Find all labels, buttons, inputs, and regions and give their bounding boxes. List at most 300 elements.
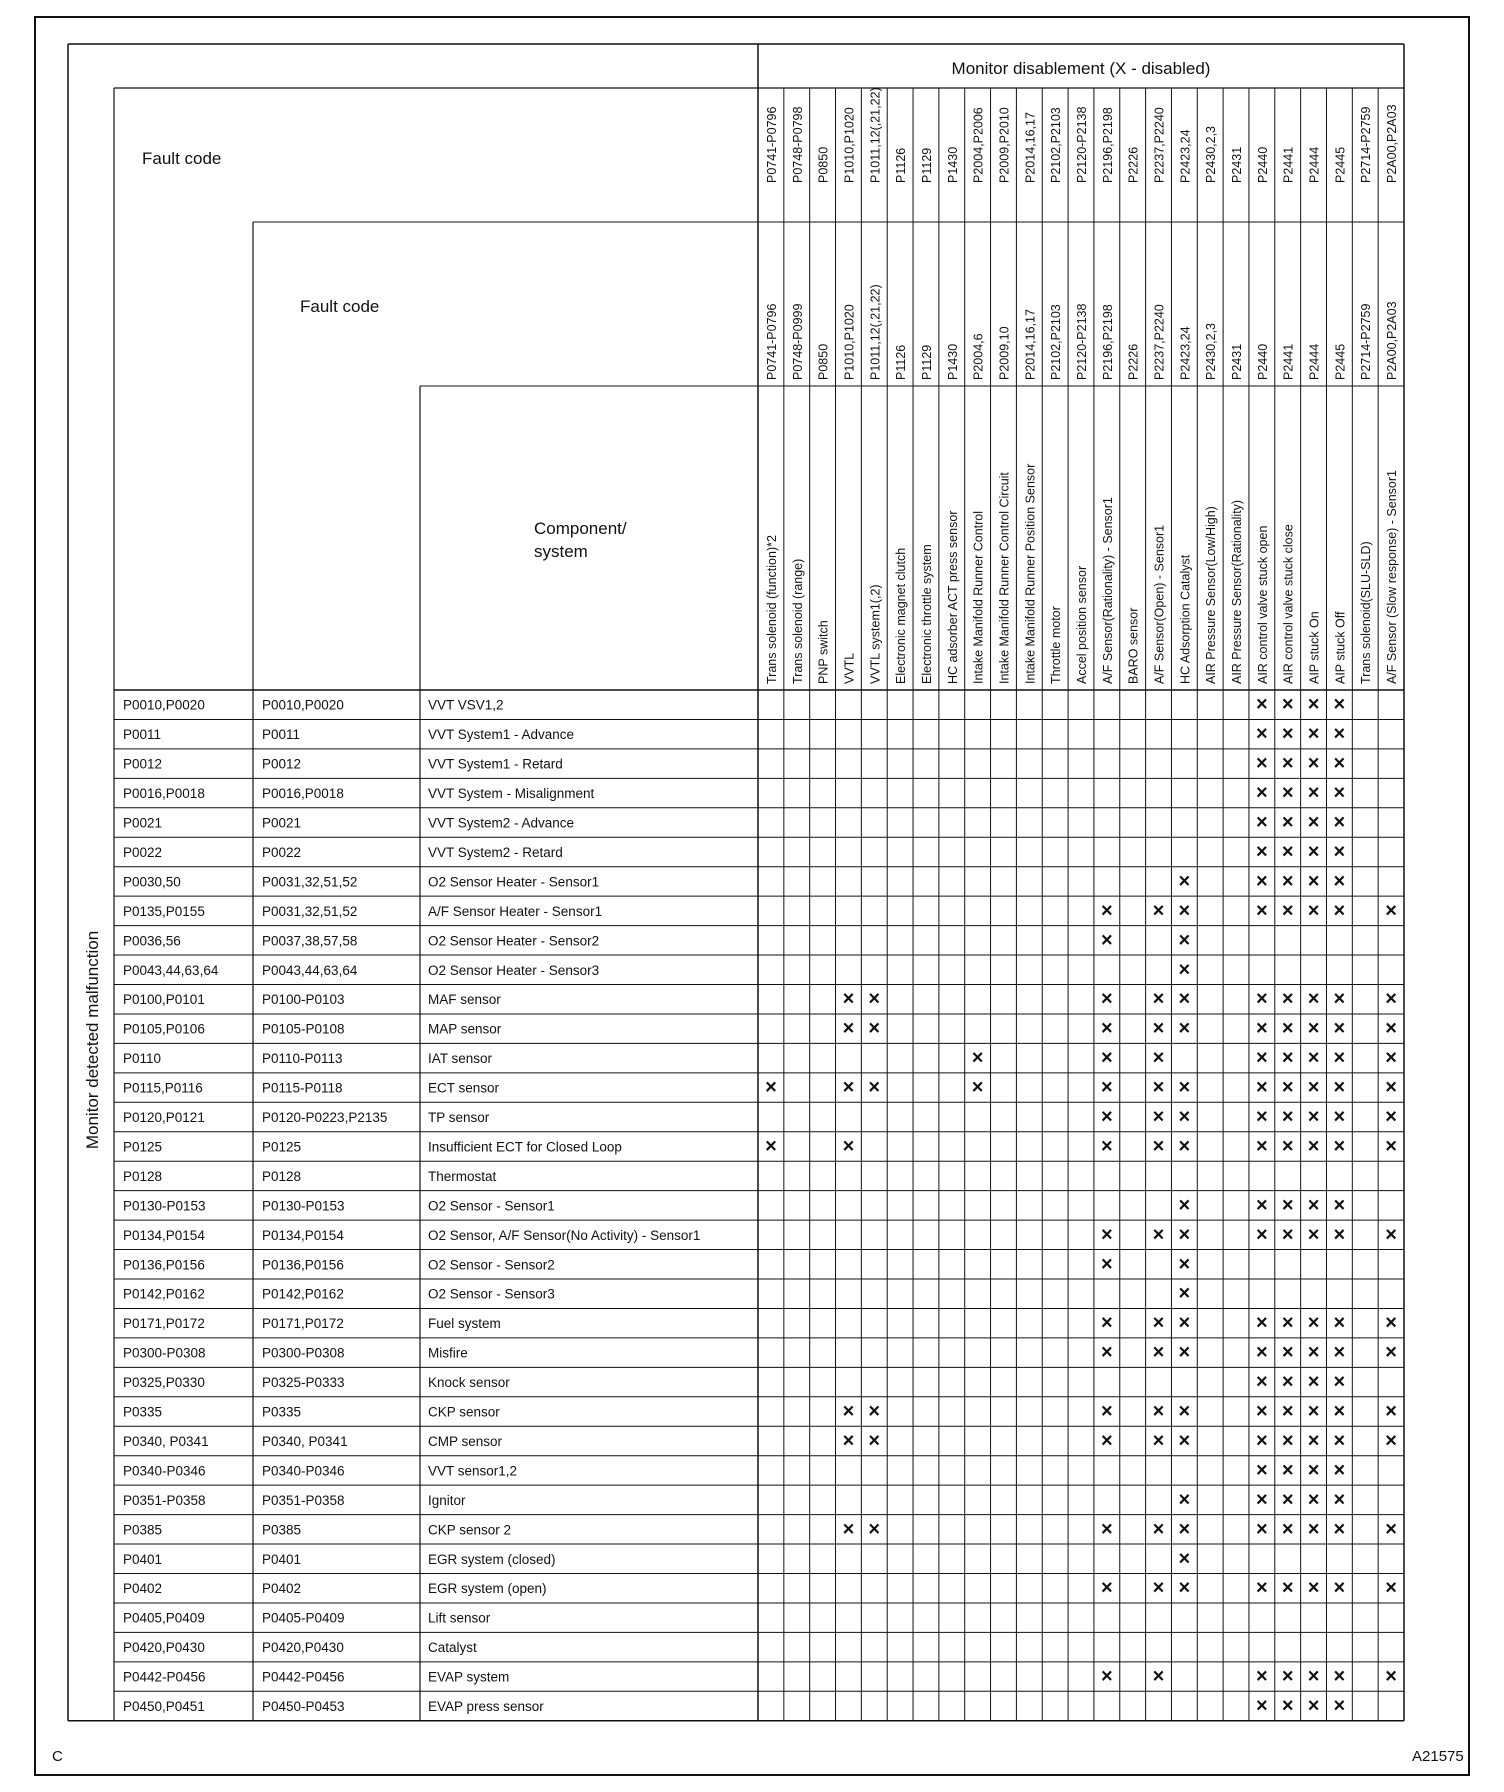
disabled-mark: ×	[1307, 1371, 1320, 1394]
footer-right-code: A21575	[1412, 1748, 1464, 1765]
disabled-mark: ×	[1100, 1400, 1113, 1423]
disabled-mark: ×	[1307, 1223, 1320, 1246]
monitor-code-top: P2431	[1230, 146, 1245, 183]
row-fault-code: P0351-P0358	[262, 1492, 345, 1508]
monitor-component-name: AIR Pressure Sensor(Rationality)	[1230, 499, 1245, 684]
row-fault-code-detected: P0402	[123, 1581, 163, 1597]
disabled-mark: ×	[1256, 1665, 1268, 1688]
disabled-mark: ×	[1152, 1017, 1165, 1040]
row-fault-code: P0130-P0153	[262, 1198, 345, 1214]
disabled-mark: ×	[1281, 1076, 1294, 1099]
monitor-code-top: P2714-P2759	[1359, 106, 1374, 183]
monitor-code-top: P1126	[894, 147, 909, 183]
disabled-mark: ×	[1307, 1577, 1320, 1600]
disabled-mark: ×	[842, 1400, 855, 1423]
disabled-mark: ×	[1333, 693, 1346, 716]
row-fault-code-detected: P0385	[123, 1522, 163, 1538]
disabled-mark: ×	[1385, 1047, 1397, 1070]
fault-code-header-outer: Fault code	[142, 149, 222, 168]
row-fault-code: P0022	[262, 844, 302, 860]
disabled-mark: ×	[1281, 1106, 1294, 1129]
monitor-code-mid: P1010,P1020	[842, 304, 857, 380]
disabled-mark: ×	[1333, 899, 1346, 922]
disabled-mark: ×	[1100, 1106, 1113, 1129]
row-fault-code-detected: P0136,P0156	[123, 1257, 205, 1273]
monitor-code-mid: P2A00,P2A03	[1385, 301, 1400, 380]
disabled-mark: ×	[1281, 693, 1294, 716]
disabled-mark: ×	[1178, 1547, 1191, 1570]
monitor-code-mid: P2014,16,17	[1023, 309, 1038, 380]
disabled-mark: ×	[1281, 782, 1294, 805]
row-fault-code-detected: P0128	[123, 1168, 163, 1184]
disabled-mark: ×	[1256, 1429, 1268, 1452]
disabled-mark: ×	[1307, 752, 1320, 775]
disabled-mark: ×	[1281, 1459, 1294, 1482]
disabled-mark: ×	[868, 1400, 881, 1423]
disabled-mark: ×	[1307, 1194, 1320, 1217]
disabled-mark: ×	[1152, 1665, 1165, 1688]
row-fault-code: P0405-P0409	[262, 1610, 345, 1626]
disabled-mark: ×	[1281, 988, 1294, 1011]
monitor-code-mid: P0850	[816, 343, 831, 380]
disabled-mark: ×	[1256, 1312, 1268, 1335]
row-fault-code: P0300-P0308	[262, 1345, 345, 1361]
monitor-code-mid: P2120-P2138	[1075, 303, 1089, 380]
disabled-mark: ×	[1333, 1341, 1346, 1364]
monitor-component-name: Electronic throttle system	[919, 544, 934, 684]
row-fault-code: P0450-P0453	[262, 1699, 345, 1715]
disabled-mark: ×	[1281, 1017, 1294, 1040]
row-fault-code-detected: P0142,P0162	[123, 1286, 205, 1302]
disabled-mark: ×	[1333, 782, 1346, 805]
row-fault-code: P0120-P0223,P2135	[262, 1110, 388, 1126]
disabled-mark: ×	[1333, 988, 1346, 1011]
row-fault-code: P0031,32,51,52	[262, 903, 358, 919]
disabled-mark: ×	[1281, 840, 1294, 863]
monitor-code-top: P0741-P0796	[764, 106, 779, 183]
monitor-code-top: P2120-P2138	[1075, 106, 1089, 183]
row-fault-code-detected: P0442-P0456	[123, 1669, 206, 1685]
disabled-mark: ×	[1281, 752, 1294, 775]
disabled-mark: ×	[1307, 988, 1320, 1011]
monitor-code-mid: P0741-P0796	[764, 303, 779, 380]
row-fault-code-detected: P0325,P0330	[123, 1375, 205, 1391]
monitor-disablement-title: Monitor disablement (X - disabled)	[951, 59, 1211, 78]
disabled-mark: ×	[1307, 782, 1320, 805]
row-fault-code: P0442-P0456	[262, 1669, 345, 1685]
disabled-mark: ×	[1333, 1488, 1346, 1511]
disabled-mark: ×	[1281, 1577, 1294, 1600]
disabled-mark: ×	[1333, 1577, 1346, 1600]
disabled-mark: ×	[1256, 988, 1268, 1011]
disabled-mark: ×	[1256, 1047, 1268, 1070]
disabled-mark: ×	[1100, 1223, 1113, 1246]
disabled-mark: ×	[1281, 723, 1294, 746]
disabled-mark: ×	[1307, 811, 1320, 834]
disabled-mark: ×	[1333, 1518, 1346, 1541]
monitor-code-top: P2237,P2240	[1152, 107, 1167, 183]
disabled-mark: ×	[1385, 1106, 1397, 1129]
disabled-mark: ×	[1281, 1371, 1294, 1394]
disabled-mark: ×	[1385, 1017, 1397, 1040]
disabled-mark: ×	[1281, 1665, 1294, 1688]
monitor-component-name: Intake Manifold Runner Control	[971, 510, 986, 684]
row-fault-code-detected: P0043,44,63,64	[123, 962, 219, 978]
disabled-mark: ×	[1256, 1488, 1268, 1511]
monitor-code-mid: P1126	[894, 344, 909, 380]
row-component-system: CKP sensor 2	[428, 1522, 512, 1538]
disabled-mark: ×	[1281, 1400, 1294, 1423]
row-fault-code: P0031,32,51,52	[262, 874, 358, 890]
row-component-system: Catalyst	[428, 1640, 477, 1656]
disabled-mark: ×	[1385, 1341, 1397, 1364]
disabled-mark: ×	[1281, 1341, 1294, 1364]
monitor-component-name: PNP switch	[816, 620, 831, 684]
disabled-mark: ×	[1333, 1459, 1346, 1482]
disabled-mark: ×	[1100, 1312, 1113, 1335]
row-fault-code: P0385	[262, 1522, 302, 1538]
disabled-mark: ×	[1178, 1253, 1191, 1276]
disabled-mark: ×	[1100, 1665, 1113, 1688]
disabled-mark: ×	[1333, 1017, 1346, 1040]
monitor-code-mid: P1011,12(,21,22)	[868, 284, 883, 380]
disabled-mark: ×	[1152, 1577, 1165, 1600]
row-fault-code: P0100-P0103	[262, 992, 345, 1008]
disabled-mark: ×	[1281, 1518, 1294, 1541]
monitor-code-top: P1010,P1020	[842, 107, 857, 183]
disabled-mark: ×	[1100, 1076, 1113, 1099]
disabled-mark: ×	[1178, 1076, 1191, 1099]
monitor-code-mid: P2423,24	[1178, 326, 1193, 380]
disabled-mark: ×	[1333, 811, 1346, 834]
monitor-detected-side-label: Monitor detected malfunction	[83, 930, 102, 1150]
disabled-mark: ×	[1178, 1223, 1191, 1246]
row-fault-code: P0021	[262, 815, 302, 831]
row-fault-code-detected: P0351-P0358	[123, 1492, 206, 1508]
disabled-mark: ×	[842, 1017, 855, 1040]
row-component-system: O2 Sensor - Sensor2	[428, 1257, 555, 1273]
disabled-mark: ×	[1178, 1106, 1191, 1129]
disabled-mark: ×	[1385, 1429, 1397, 1452]
row-component-system: VVT System2 - Retard	[428, 844, 563, 860]
disabled-mark: ×	[1256, 1017, 1268, 1040]
row-fault-code-detected: P0340-P0346	[123, 1463, 206, 1479]
disabled-mark: ×	[1385, 899, 1397, 922]
disabled-mark: ×	[1307, 1047, 1320, 1070]
disabled-mark: ×	[1281, 1047, 1294, 1070]
disabled-mark: ×	[1152, 1047, 1165, 1070]
row-fault-code-detected: P0021	[123, 815, 163, 831]
disabled-mark: ×	[1307, 1135, 1320, 1158]
disabled-mark: ×	[1333, 1695, 1346, 1718]
monitor-code-mid: P2237,P2240	[1152, 304, 1167, 380]
disabled-mark: ×	[842, 1429, 855, 1452]
row-fault-code: P0340-P0346	[262, 1463, 345, 1479]
disabled-mark: ×	[842, 988, 855, 1011]
row-fault-code-detected: P0300-P0308	[123, 1345, 206, 1361]
disabled-mark: ×	[1152, 1106, 1165, 1129]
disabled-mark: ×	[1307, 1518, 1320, 1541]
monitor-code-mid: P2430,2,3	[1204, 323, 1219, 380]
disabled-mark: ×	[868, 988, 881, 1011]
row-component-system: O2 Sensor Heater - Sensor1	[428, 874, 600, 890]
row-component-system: MAP sensor	[428, 1021, 502, 1037]
disabled-mark: ×	[1256, 1135, 1268, 1158]
disabled-mark: ×	[1256, 1400, 1268, 1423]
monitor-component-name: Intake Manifold Runner Position Sensor	[1023, 463, 1038, 684]
row-component-system: CKP sensor	[428, 1404, 500, 1420]
disabled-mark: ×	[1178, 929, 1191, 952]
monitor-component-name: A/F Sensor (Slow response) - Sensor1	[1385, 470, 1400, 684]
disabled-mark: ×	[1178, 899, 1191, 922]
monitor-code-top: P2004,P2006	[971, 107, 986, 183]
disabled-mark: ×	[1256, 1194, 1268, 1217]
monitor-code-mid: P2445	[1333, 343, 1348, 380]
disabled-mark: ×	[1281, 1135, 1294, 1158]
monitor-code-mid: P2444	[1307, 343, 1322, 380]
monitor-component-name: AIP stuck On	[1307, 611, 1322, 684]
row-fault-code-detected: P0130-P0153	[123, 1198, 206, 1214]
disabled-mark: ×	[1333, 840, 1346, 863]
monitor-component-name: Electronic magnet clutch	[894, 547, 909, 684]
monitor-code-mid: P2196,P2198	[1100, 304, 1115, 380]
monitor-component-name: A/F Sensor(Open) - Sensor1	[1152, 524, 1167, 684]
disabled-mark: ×	[1256, 1518, 1268, 1541]
monitor-component-name: Accel position sensor	[1075, 565, 1089, 684]
monitor-code-top: P1430	[945, 146, 960, 183]
monitor-component-name: Intake Manifold Runner Control Circuit	[997, 472, 1012, 684]
row-component-system: VVT System - Misalignment	[428, 786, 595, 802]
disabled-mark: ×	[1333, 870, 1346, 893]
disabled-mark: ×	[868, 1518, 881, 1541]
row-fault-code-detected: P0030,50	[123, 874, 181, 890]
disabled-mark: ×	[1385, 1665, 1397, 1688]
row-fault-code: P0142,P0162	[262, 1286, 344, 1302]
row-fault-code: P0171,P0172	[262, 1316, 344, 1332]
monitor-code-mid: P2441	[1281, 343, 1296, 380]
row-component-system: EGR system (open)	[428, 1581, 547, 1597]
row-fault-code: P0325-P0333	[262, 1375, 345, 1391]
monitor-component-name: A/F Sensor(Rationality) - Sensor1	[1100, 497, 1115, 684]
monitor-component-name: AIP stuck Off	[1333, 611, 1348, 684]
disabled-mark: ×	[1178, 1400, 1191, 1423]
disabled-mark: ×	[842, 1076, 855, 1099]
monitor-code-mid: P2004,6	[971, 333, 986, 380]
disabled-mark: ×	[1385, 1577, 1397, 1600]
monitor-component-name: AIR control valve stuck open	[1255, 525, 1270, 684]
row-fault-code-detected: P0134,P0154	[123, 1227, 205, 1243]
disabled-mark: ×	[1256, 870, 1268, 893]
disabled-mark: ×	[1281, 899, 1294, 922]
row-fault-code: P0125	[262, 1139, 302, 1155]
disabled-mark: ×	[1385, 1076, 1397, 1099]
disabled-mark: ×	[1178, 870, 1191, 893]
row-fault-code-detected: P0401	[123, 1551, 163, 1567]
disabled-mark: ×	[1100, 1017, 1113, 1040]
disabled-mark: ×	[1307, 1312, 1320, 1335]
monitor-code-mid: P0748-P0999	[790, 303, 805, 380]
disabled-mark: ×	[1333, 1135, 1346, 1158]
disabled-mark: ×	[1256, 1577, 1268, 1600]
disabled-mark: ×	[1333, 1665, 1346, 1688]
monitor-component-name: AIR Pressure Sensor(Low/High)	[1204, 506, 1219, 684]
disabled-mark: ×	[1307, 1695, 1320, 1718]
disabled-mark: ×	[1333, 1076, 1346, 1099]
disabled-mark: ×	[1256, 1076, 1268, 1099]
monitor-code-mid: P1430	[945, 343, 960, 380]
row-fault-code-detected: P0135,P0155	[123, 903, 205, 919]
row-fault-code-detected: P0100,P0101	[123, 992, 205, 1008]
monitor-code-mid: P2102,P2103	[1049, 304, 1064, 380]
row-component-system: VVT sensor1,2	[428, 1463, 518, 1479]
disabled-mark: ×	[1100, 1253, 1113, 1276]
disabled-mark: ×	[1256, 1341, 1268, 1364]
component-system-header: Component/	[534, 519, 627, 538]
row-fault-code-detected: P0340, P0341	[123, 1433, 209, 1449]
monitor-code-mid: P2009,10	[997, 326, 1012, 380]
disabled-mark: ×	[1100, 1341, 1113, 1364]
disabled-mark: ×	[1178, 988, 1191, 1011]
disabled-mark: ×	[1256, 782, 1268, 805]
disabled-mark: ×	[1385, 1312, 1397, 1335]
monitor-code-top: P0748-P0798	[790, 106, 805, 183]
disabled-mark: ×	[971, 1047, 984, 1070]
row-component-system: ECT sensor	[428, 1080, 500, 1096]
row-component-system: VVT System1 - Advance	[428, 727, 575, 743]
row-fault-code-detected: P0450,P0451	[123, 1699, 205, 1715]
row-component-system: Lift sensor	[428, 1610, 491, 1626]
disabled-mark: ×	[868, 1429, 881, 1452]
disabled-mark: ×	[1281, 870, 1294, 893]
disabled-mark: ×	[1256, 693, 1268, 716]
disabled-mark: ×	[1307, 1341, 1320, 1364]
row-component-system: O2 Sensor - Sensor1	[428, 1198, 555, 1214]
disabled-mark: ×	[1307, 1665, 1320, 1688]
disabled-mark: ×	[1178, 1488, 1191, 1511]
disabled-mark: ×	[1307, 1459, 1320, 1482]
disabled-mark: ×	[1333, 752, 1346, 775]
row-fault-code: P0401	[262, 1551, 302, 1567]
disabled-mark: ×	[1307, 1106, 1320, 1129]
row-fault-code: P0043,44,63,64	[262, 962, 358, 978]
disabled-mark: ×	[765, 1135, 777, 1158]
disabled-mark: ×	[971, 1076, 984, 1099]
row-fault-code-detected: P0120,P0121	[123, 1110, 205, 1126]
monitor-code-top: P2014,16,17	[1023, 112, 1038, 183]
disabled-mark: ×	[1152, 988, 1165, 1011]
monitor-component-name: HC adsorber ACT press sensor	[945, 510, 960, 684]
disabled-mark: ×	[1256, 1459, 1268, 1482]
row-fault-code: P0037,38,57,58	[262, 933, 358, 949]
disabled-mark: ×	[1281, 1312, 1294, 1335]
monitor-code-top: P2430,2,3	[1204, 126, 1219, 183]
row-component-system: O2 Sensor, A/F Sensor(No Activity) - Sensor1	[428, 1227, 701, 1243]
disabled-mark: ×	[1307, 840, 1320, 863]
row-fault-code-detected: P0012	[123, 756, 163, 772]
monitor-code-top: P2423,24	[1178, 129, 1193, 183]
row-component-system: VVT System2 - Advance	[428, 815, 575, 831]
disabled-mark: ×	[1307, 693, 1320, 716]
disabled-mark: ×	[868, 1076, 881, 1099]
disabled-mark: ×	[1152, 1429, 1165, 1452]
disabled-mark: ×	[1333, 1047, 1346, 1070]
disabled-mark: ×	[1307, 899, 1320, 922]
disabled-mark: ×	[1256, 1223, 1268, 1246]
monitor-code-top: P2440	[1255, 146, 1270, 183]
monitor-code-top: P0850	[816, 146, 831, 183]
monitor-component-name: BARO sensor	[1126, 607, 1141, 684]
disabled-mark: ×	[1333, 1400, 1346, 1423]
disabled-mark: ×	[1281, 811, 1294, 834]
monitor-code-top: P2196,P2198	[1100, 107, 1115, 183]
row-component-system: EVAP press sensor	[428, 1699, 544, 1715]
monitor-code-top: P2226	[1126, 146, 1141, 183]
disabled-mark: ×	[1307, 1017, 1320, 1040]
row-fault-code: P0010,P0020	[262, 697, 344, 713]
row-fault-code-detected: P0016,P0018	[123, 786, 205, 802]
row-component-system: Knock sensor	[428, 1375, 510, 1391]
disabled-mark: ×	[1333, 723, 1346, 746]
row-fault-code-detected: P0405,P0409	[123, 1610, 205, 1626]
row-component-system: VVT System1 - Retard	[428, 756, 563, 772]
disabled-mark: ×	[1333, 1106, 1346, 1129]
monitor-component-name: VVTL system1(,2)	[868, 584, 883, 684]
disabled-mark: ×	[1307, 723, 1320, 746]
disabled-mark: ×	[1281, 1695, 1294, 1718]
fault-code-header-inner: Fault code	[300, 297, 380, 316]
disabled-mark: ×	[1307, 1488, 1320, 1511]
disabled-mark: ×	[1281, 1429, 1294, 1452]
disabled-mark: ×	[1307, 870, 1320, 893]
row-fault-code-detected: P0125	[123, 1139, 163, 1155]
row-component-system: Misfire	[428, 1345, 468, 1361]
disabled-mark: ×	[1152, 1400, 1165, 1423]
row-fault-code: P0335	[262, 1404, 302, 1420]
disabled-mark: ×	[1152, 1312, 1165, 1335]
disabled-mark: ×	[1152, 1076, 1165, 1099]
disabled-mark: ×	[1152, 1518, 1165, 1541]
monitor-code-mid: P1129	[919, 344, 934, 380]
monitor-code-top: P2A00,P2A03	[1385, 104, 1400, 183]
row-component-system: Thermostat	[428, 1168, 497, 1184]
disabled-mark: ×	[1307, 1429, 1320, 1452]
disabled-mark: ×	[842, 1135, 855, 1158]
monitor-code-mid: P2431	[1230, 343, 1245, 380]
disabled-mark: ×	[1100, 988, 1113, 1011]
monitor-code-mid: P2226	[1126, 343, 1141, 380]
monitor-component-name: VVTL	[842, 652, 857, 684]
disabled-mark: ×	[1152, 1341, 1165, 1364]
disabled-mark: ×	[1178, 1518, 1191, 1541]
disabled-mark: ×	[1256, 1106, 1268, 1129]
monitor-code-top: P1011,12(,21,22)	[868, 87, 883, 183]
row-component-system: O2 Sensor Heater - Sensor2	[428, 933, 600, 949]
row-component-system: TP sensor	[428, 1110, 490, 1126]
row-fault-code: P0136,P0156	[262, 1257, 344, 1273]
disabled-mark: ×	[1385, 1223, 1397, 1246]
row-fault-code-detected: P0420,P0430	[123, 1640, 205, 1656]
row-fault-code-detected: P0010,P0020	[123, 697, 205, 713]
disabled-mark: ×	[1385, 1400, 1397, 1423]
monitor-code-top: P2445	[1333, 146, 1348, 183]
disabled-mark: ×	[1100, 1047, 1113, 1070]
row-fault-code: P0420,P0430	[262, 1640, 344, 1656]
disabled-mark: ×	[1178, 1135, 1191, 1158]
disabled-mark: ×	[1307, 1076, 1320, 1099]
disabled-mark: ×	[1152, 1135, 1165, 1158]
row-fault-code: P0402	[262, 1581, 302, 1597]
monitor-code-top: P2009,P2010	[997, 107, 1012, 183]
